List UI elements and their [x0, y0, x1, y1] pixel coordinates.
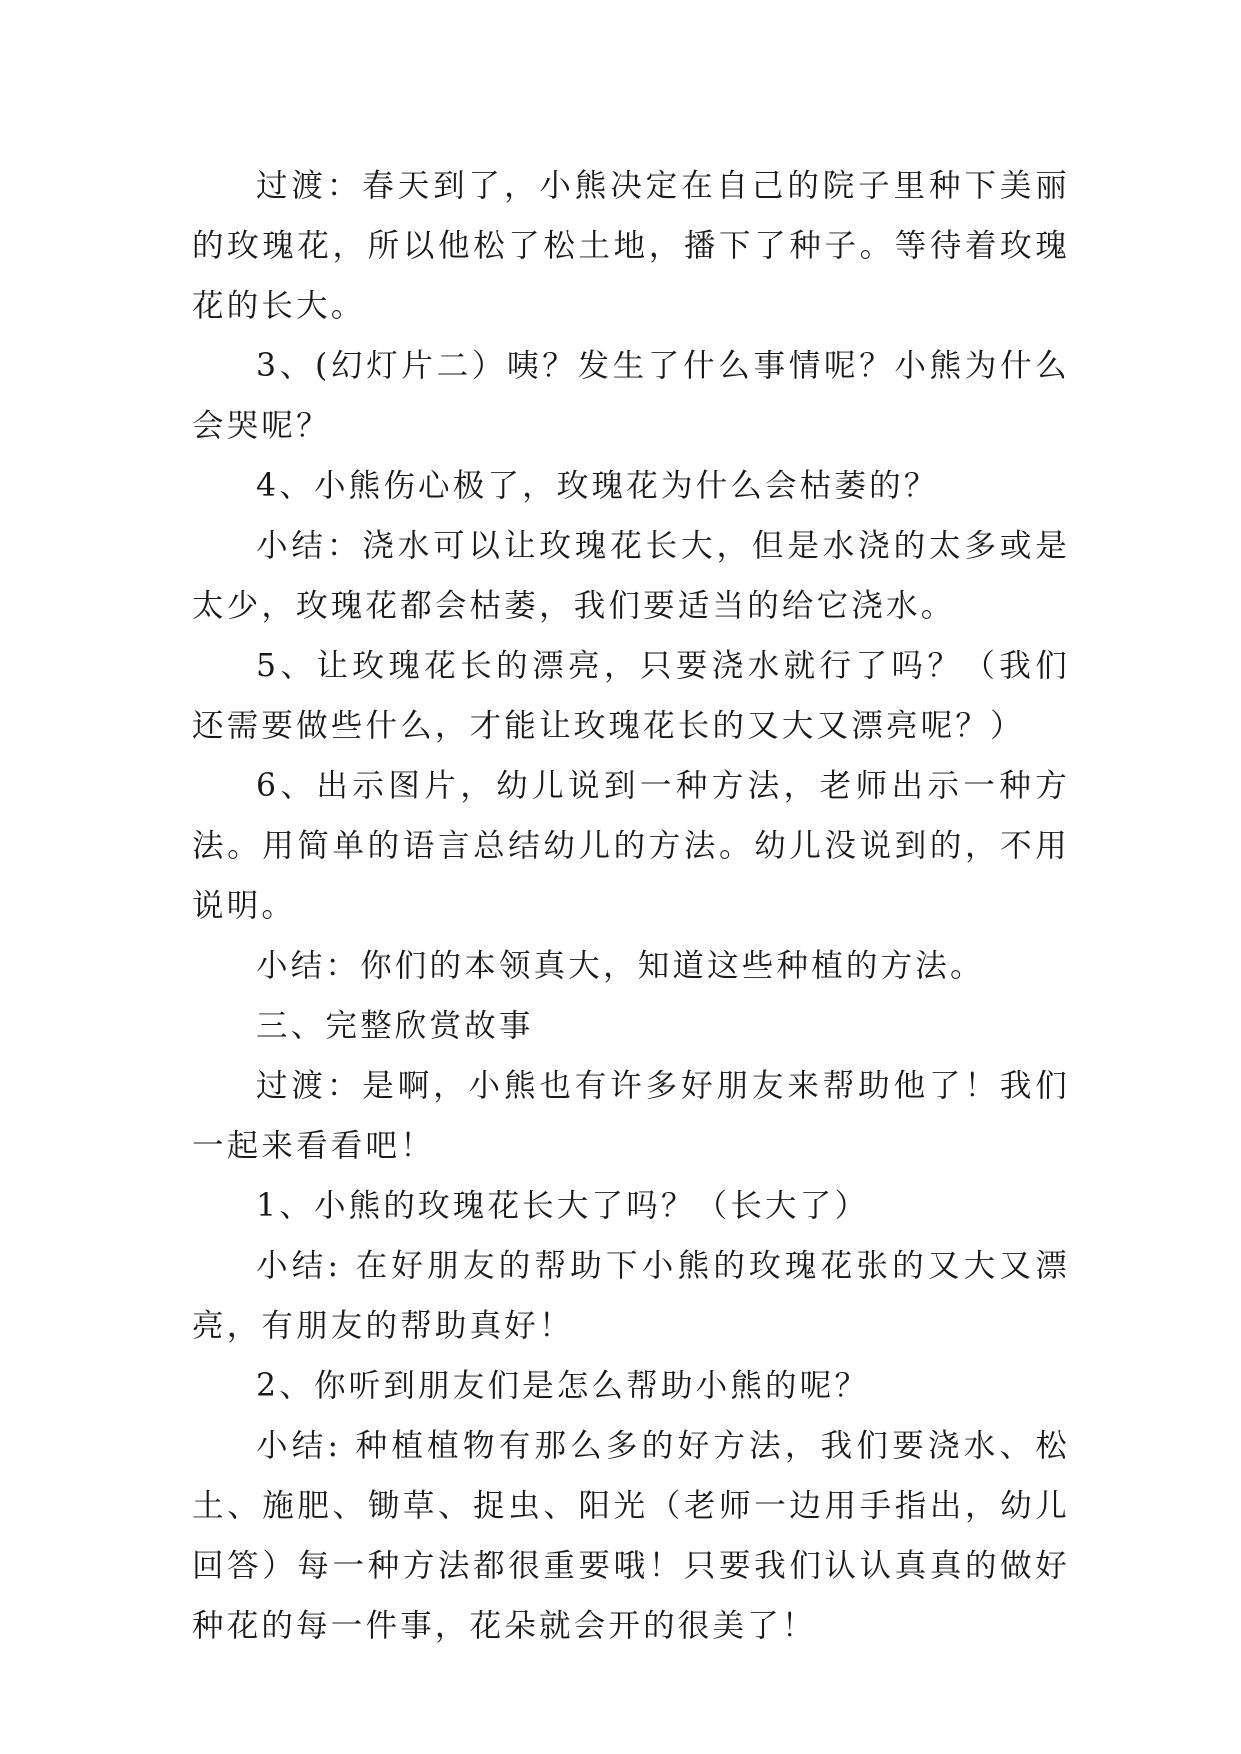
paragraph-question-4: 4、小熊伤心极了，玫瑰花为什么会枯萎的？ — [256, 468, 939, 504]
paragraph-question-5: 5、让玫瑰花长的漂亮，只要浇水就行了吗？（我们还需要做些什么，才能让玫瑰花长的又大又漂亮呢？） — [192, 648, 1070, 744]
paragraph-summary-planting: 小结: 种植植物有那么多的好方法，我们要浇水、松土、施肥、锄草、捉虫、阳光（老师一边用手指出，幼儿回答）每一种方法都很重要哦！只要我们认认真真的做好种花的每一件事，花朵就会开的很美了！ — [192, 1428, 1070, 1644]
paragraph-transition-friends: 过渡：是啊，小熊也有许多好朋友来帮助他了！我们一起来看看吧！ — [192, 1068, 1070, 1164]
paragraph-transition-spring: 过渡：春天到了，小熊决定在自己的院子里种下美丽的玫瑰花，所以他松了松土地，播下了种子。等待着玫瑰花的长大。 — [192, 168, 1070, 324]
paragraph-step-6: 6、出示图片，幼儿说到一种方法，老师出示一种方法。用简单的语言总结幼儿的方法。幼儿没说到的，不用说明。 — [192, 768, 1070, 924]
paragraph-question-3: 3、(幻灯片二）咦？发生了什么事情呢？小熊为什么会哭呢？ — [192, 348, 1070, 444]
section-heading-story: 三、完整欣赏故事 — [256, 1008, 534, 1044]
paragraph-summary-watering: 小结：浇水可以让玫瑰花长大，但是水浇的太多或是太少，玫瑰花都会枯萎，我们要适当的给它浇水。 — [192, 528, 1070, 624]
paragraph-summary-methods: 小结：你们的本领真大，知道这些种植的方法。 — [256, 948, 985, 984]
paragraph-question-2: 2、你听到朋友们是怎么帮助小熊的呢？ — [256, 1368, 870, 1404]
paragraph-summary-friends: 小结: 在好朋友的帮助下小熊的玫瑰花张的又大又漂亮，有朋友的帮助真好！ — [192, 1248, 1070, 1344]
paragraph-question-1: 1、小熊的玫瑰花长大了吗？（长大了） — [256, 1188, 870, 1224]
document-body — [192, 156, 1070, 1656]
